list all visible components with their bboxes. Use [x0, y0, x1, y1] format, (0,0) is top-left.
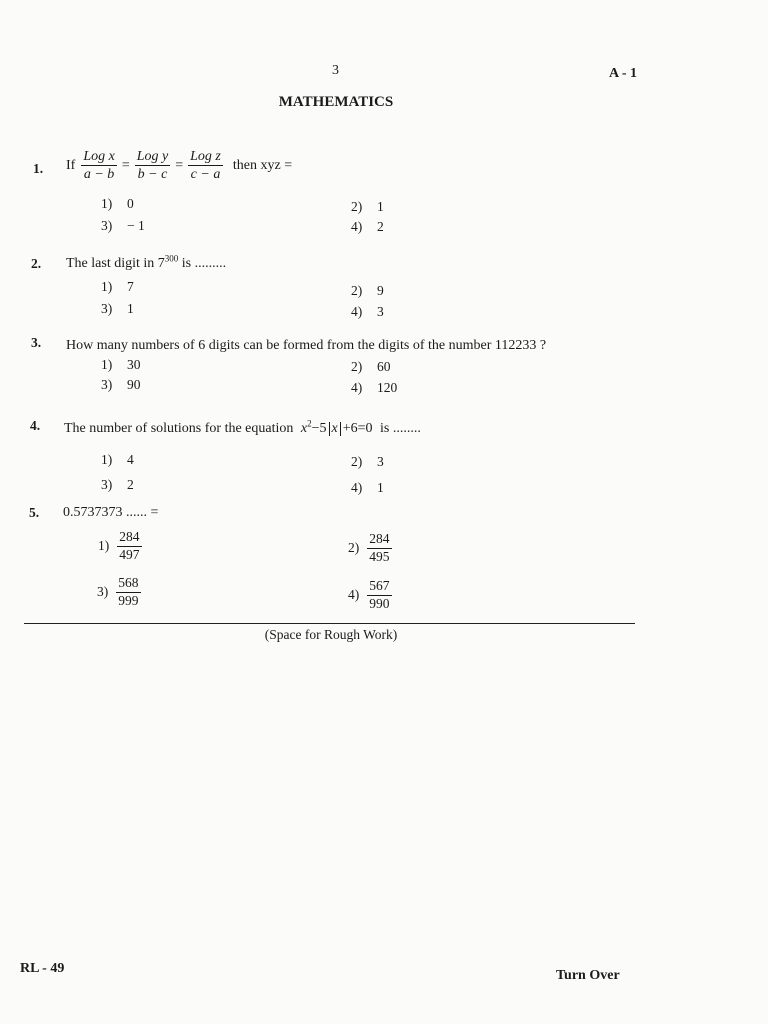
option-value: 1 — [127, 301, 134, 316]
option-2 — [351, 359, 391, 375]
question-suffix: then xyz = — [232, 157, 293, 173]
fraction-numerator: Log y — [135, 149, 171, 166]
option-label: 4) — [351, 480, 363, 495]
option-value: 120 — [377, 380, 398, 395]
fraction-numerator: Log z — [188, 149, 223, 166]
option-label: 1) — [101, 196, 113, 211]
variable-abs-x: x — [331, 421, 338, 436]
option-label: 2) — [351, 454, 363, 469]
question-number: 3. — [31, 335, 42, 350]
option-label: 4) — [348, 587, 360, 603]
option-4 — [351, 380, 397, 396]
option-label: 2) — [351, 283, 363, 298]
option-label: 2) — [348, 540, 360, 556]
option-1 — [101, 452, 134, 468]
fraction-numerator: 284 — [367, 532, 391, 549]
option-1 — [101, 279, 134, 295]
option-2 — [351, 199, 384, 215]
option-value: 3 — [377, 304, 384, 319]
question-text — [66, 149, 292, 183]
question-text-after: is ........ — [380, 421, 421, 436]
fraction-numerator: 568 — [116, 576, 140, 593]
question-text-before: The number of solutions for the equation — [64, 421, 294, 436]
equals-sign: = — [121, 157, 130, 173]
option-3 — [101, 218, 145, 234]
question-text-before: The last digit in 7 — [66, 256, 165, 271]
option-fraction — [116, 576, 140, 609]
option-2 — [348, 532, 394, 565]
question-number: 2. — [31, 256, 42, 271]
question-number: 1. — [33, 161, 44, 176]
option-value: 90 — [127, 377, 141, 392]
question-number: 4. — [30, 418, 41, 433]
exponent: 2 — [307, 418, 312, 429]
option-label: 2) — [351, 359, 363, 374]
option-label: 3) — [101, 218, 113, 233]
divider-line — [24, 623, 635, 624]
question-text — [64, 418, 421, 437]
option-label: 2) — [351, 199, 363, 214]
option-value: 9 — [377, 283, 384, 298]
option-2 — [351, 454, 384, 470]
option-3 — [101, 301, 134, 317]
option-value: 30 — [127, 357, 141, 372]
absolute-bar-right — [340, 422, 341, 436]
option-1 — [101, 357, 141, 373]
turn-over-label: Turn Over — [556, 968, 620, 983]
equation-middle: −5 — [311, 421, 327, 436]
option-label: 3) — [101, 301, 113, 316]
fraction-numerator: 284 — [117, 530, 141, 547]
option-value: 60 — [377, 359, 391, 374]
option-label: 1) — [98, 538, 110, 554]
option-label: 1) — [101, 452, 113, 467]
option-fraction — [117, 530, 141, 563]
option-fraction — [367, 579, 391, 612]
question-text-after: is ......... — [178, 256, 227, 271]
fraction-log-x — [81, 149, 117, 183]
fraction-numerator: 567 — [367, 579, 391, 596]
option-label: 4) — [351, 219, 363, 234]
option-fraction — [367, 532, 391, 565]
question-text — [66, 253, 227, 272]
question-text: 0.5737373 ...... = — [63, 505, 159, 520]
option-1 — [98, 530, 144, 563]
option-label: 4) — [351, 380, 363, 395]
question-number: 5. — [29, 505, 40, 520]
fraction-numerator: Log x — [81, 149, 117, 166]
question-text: How many numbers of 6 digits can be formed from the digits of the number 112233 ? — [66, 338, 547, 353]
exponent: 300 — [164, 253, 179, 264]
fraction-denominator: c − a — [190, 167, 221, 183]
option-label: 1) — [101, 279, 113, 294]
fraction-denominator: b − c — [137, 167, 168, 183]
option-value: 7 — [127, 279, 134, 294]
option-2 — [351, 283, 384, 299]
fraction-log-z — [188, 149, 223, 183]
option-4 — [348, 579, 394, 612]
question-prefix: If — [66, 157, 76, 173]
option-value: 1 — [377, 199, 384, 214]
option-value: 1 — [377, 480, 384, 495]
fraction-denominator: 495 — [369, 548, 390, 564]
absolute-bar-left — [329, 422, 330, 436]
fraction-denominator: 999 — [118, 592, 139, 608]
fraction-denominator: a − b — [83, 167, 115, 183]
option-value: 2 — [377, 219, 384, 234]
option-4 — [351, 304, 384, 320]
option-value: 2 — [127, 477, 134, 492]
option-value: 3 — [377, 454, 384, 469]
option-label: 4) — [351, 304, 363, 319]
footer-code: RL - 49 — [20, 961, 65, 976]
option-4 — [351, 480, 384, 496]
option-3 — [101, 477, 134, 493]
page-number: 3 — [332, 63, 339, 78]
equals-sign: = — [175, 157, 184, 173]
fraction-log-y — [135, 149, 171, 183]
option-value: 4 — [127, 452, 134, 467]
option-1 — [101, 196, 134, 212]
option-3 — [101, 377, 141, 393]
option-label: 1) — [101, 357, 113, 372]
option-3 — [97, 576, 143, 609]
paper-code: A - 1 — [609, 66, 637, 81]
fraction-denominator: 990 — [369, 595, 390, 611]
rough-work-label: (Space for Rough Work) — [264, 627, 398, 642]
option-label: 3) — [101, 377, 113, 392]
option-value: − 1 — [127, 218, 145, 233]
equation-end: +6=0 — [342, 421, 373, 436]
option-label: 3) — [97, 584, 109, 600]
variable-x: x — [300, 421, 308, 436]
fraction-denominator: 497 — [119, 546, 140, 562]
option-value: 0 — [127, 196, 134, 211]
option-label: 3) — [101, 477, 113, 492]
option-4 — [351, 219, 384, 235]
subject-title: MATHEMATICS — [278, 94, 394, 110]
